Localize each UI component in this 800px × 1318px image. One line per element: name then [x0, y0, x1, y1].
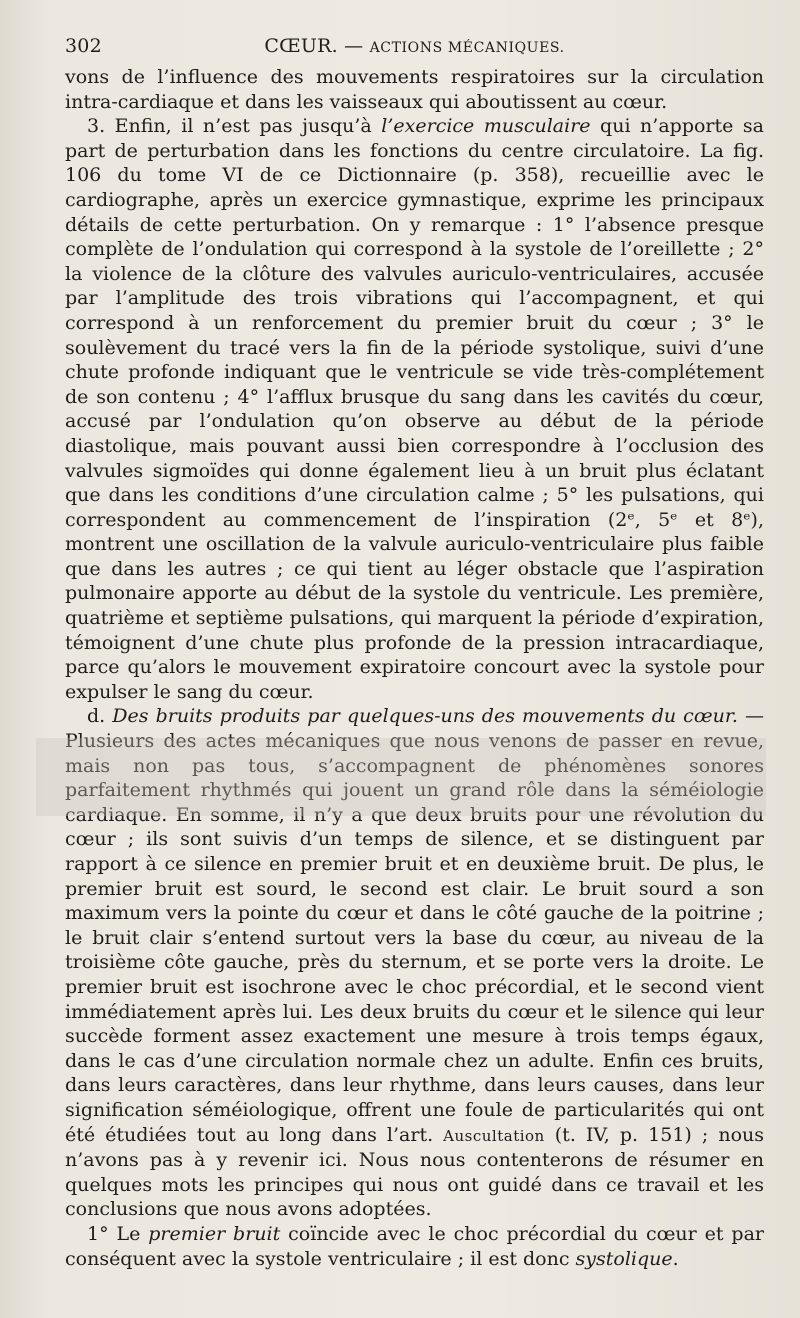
page-number: 302	[65, 35, 102, 57]
title-dash: —	[344, 35, 364, 57]
p4-mid: coïncide avec le choc précordial du cœur et par conséquent avec la systole ventriculaire ; il est donc	[65, 1222, 764, 1270]
p3-rest-b: (t. IV, p. 151) ; nous n’avons pas à y revenir ici. Nous nous contenterons de résumer en quelques mots les principes qui nous ont guidé dans ce travail et les conclusions que nous avons adoptées.	[65, 1123, 764, 1221]
p4-italic-1: premier bruit	[148, 1222, 281, 1245]
p4-end: .	[672, 1247, 679, 1270]
p3-heading: Des bruits produits par quelques-uns des mouvements du cœur.	[112, 705, 738, 728]
p3-start: d.	[87, 705, 113, 728]
title-main: CŒUR.	[264, 35, 338, 57]
paragraph-2	[65, 114, 764, 704]
p2-start: 3. Enfin, il n’est pas jusqu’à	[87, 115, 382, 138]
p3-rest-a: — Plusieurs des actes mécaniques que nous venons de passer en revue, mais non pas tous, s’accompagnent de phénomènes sonores parfaitement rhythmés qui jouent un grand rôle dans la séméiologie cardiaque. En somme, il n’y a que deux bruits pour une révolution du cœur ; ils sont suivis d’un temps de silence, et se distinguent par rapport à ce silence en premier bruit et en deuxième bruit. De plus, le premier bruit est sourd, le second est clair. Le bruit sourd a son maximum vers la pointe du cœur et dans le côté gauche de la poitrine ; le bruit clair s’entend surtout vers la base du cœur, au niveau de la troisième côte gauche, près du sternum, et se porte vers la droite. Le premier bruit est isochrone avec le choc précordial, et le second vient immédiatement après lui. Les deux bruits du cœur et le silence qui leur succède forment assez exactement une mesure à trois temps égaux, dans le cas d’une circulation normale chez un adulte. Enfin ces bruits, dans leurs caractères, dans leur rhythme, dans leurs causes, dans leur signification séméiologique, offrent une foule de particularités qui ont été étudiées tout au long dans l’art.	[65, 705, 764, 1146]
running-title	[155, 34, 764, 60]
body-text	[65, 65, 764, 1271]
paragraph-1: vons de l’influence des mouvements respiratoires sur la circulation intra-cardiaque et dans les vaisseaux qui aboutissent au cœur.	[65, 66, 764, 113]
p2-italic: l’exercice musculaire	[381, 115, 591, 138]
paragraph-4	[65, 1222, 764, 1271]
p3-smallcaps: Auscultation	[443, 1126, 545, 1145]
p4-start: 1° Le	[87, 1222, 149, 1245]
title-section: ACTIONS MÉCANIQUES.	[369, 40, 565, 56]
p2-rest: qui n’apporte sa part de perturbation dans les fonctions du centre circulatoire. La fig. 106 du tome VI de ce Dictionnaire (p. 358), recueillie avec le cardiographe, après un exercice gymnastique, exprime les principaux détails de cette perturbation. On y remarque : 1° l’absence presque complète de l’ondulation qui correspond à la systole de l’oreillette ; 2° la violence de la clôture des valvules auriculo-ventriculaires, accusée par l’amplitude des trois vibrations qui l’accompagnent, et qui correspond à un renforcement du premier bruit du cœur ; 3° le soulèvement du tracé vers la fin de la période systolique, suivi d’une chute profonde indiquant que le ventricule se vide très-complétement de son contenu ; 4° l’afflux brusque du sang dans les cavités du cœur, accusé par l’ondulation qu’on observe au début de la période diastolique, mais pouvant aussi bien correspondre à l’occlusion des valvules sigmoïdes qui donne également lieu à un bruit plus éclatant que dans les conditions d’une circulation calme ; 5° les pulsations, qui correspondent au commencement de l’inspiration (2ᵉ, 5ᵉ et 8ᵉ), montrent une oscillation de la valvule auriculo-ventriculaire plus faible que dans les autres ; ce qui tient au léger obstacle que l’aspiration pulmonaire apporte au début de la systole du ventricule. Les première, quatrième et septième pulsations, qui marquent la période d’expiration, témoignent d’une chute plus profonde de la pression intracardiaque, parce qu’alors le mouvement expiratoire concourt avec la systole pour expulser le sang du cœur.	[65, 115, 764, 703]
running-header	[65, 34, 764, 60]
scan-band	[36, 738, 766, 816]
p4-italic-2: systolique	[575, 1247, 673, 1270]
